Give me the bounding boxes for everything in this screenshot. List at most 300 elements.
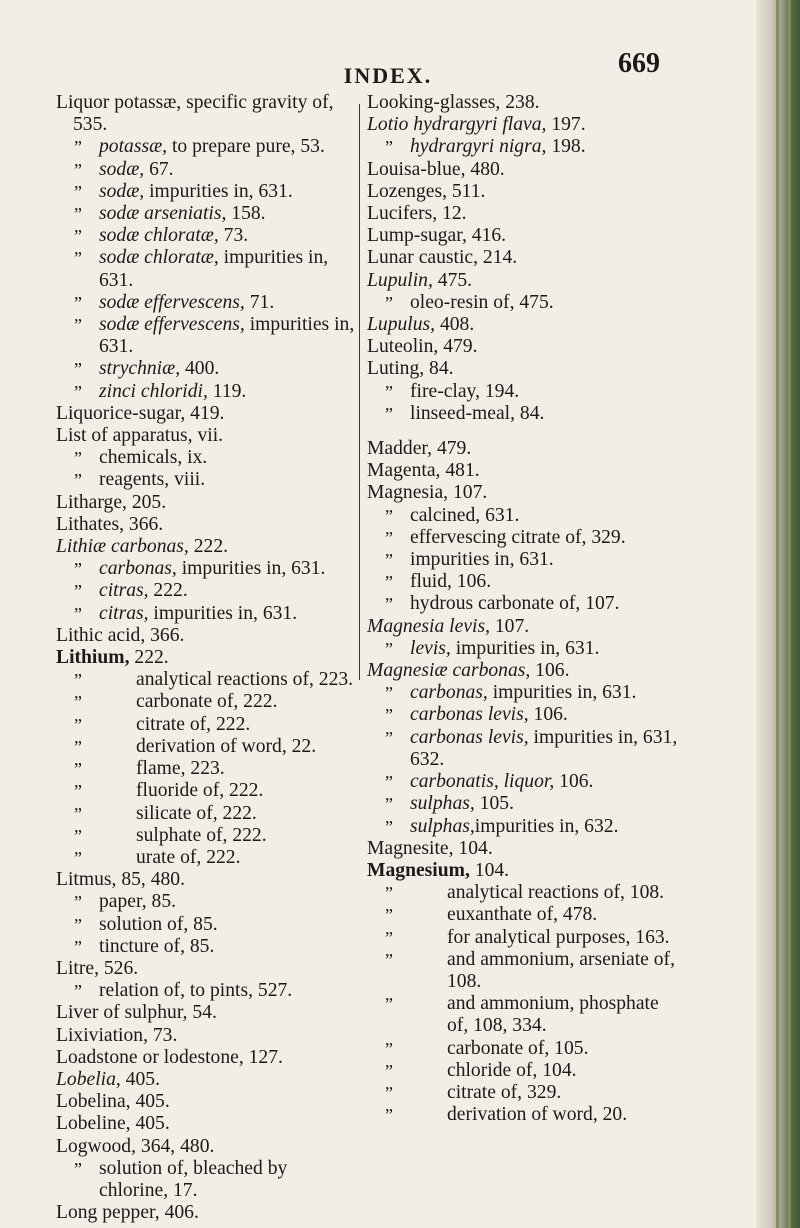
index-entry: [56, 1025, 356, 1047]
index-entry: [56, 869, 356, 891]
entry-headword: carbonate: [136, 691, 213, 713]
entry-headword: sodæ arseniatis,: [99, 203, 227, 225]
entry-references: 106.: [528, 704, 568, 726]
entry-headword: fluoride: [136, 780, 199, 802]
ditto-mark: ”: [74, 359, 82, 380]
entry-references: 479.: [432, 438, 472, 460]
index-entry: [367, 660, 679, 682]
index-entry: [56, 1047, 356, 1069]
entry-headword: Magnesiæ carbonas,: [367, 660, 531, 682]
entry-references: 419.: [185, 402, 225, 424]
entry-references: 194.: [479, 380, 520, 402]
entry-headword: reagents,: [99, 469, 170, 491]
index-column-right: [367, 92, 679, 1126]
entry-headword: and: [447, 948, 476, 970]
index-subentry: [367, 1082, 679, 1104]
entry-headword: analytical: [136, 669, 213, 691]
index-entry: [56, 1002, 356, 1024]
index-subentry: [56, 603, 356, 625]
entry-references: reactions of, 223.: [212, 669, 354, 691]
ditto-mark: ”: [74, 292, 82, 313]
entry-headword: effervescing: [410, 526, 507, 548]
ditto-mark: ”: [385, 1060, 393, 1081]
entry-references: caustic, 214.: [413, 247, 518, 269]
ditto-mark: ”: [74, 603, 82, 624]
index-subentry: [367, 593, 679, 615]
index-entry: [367, 460, 679, 482]
index-entry: [56, 1069, 356, 1091]
entry-headword: sodæ,: [99, 180, 145, 202]
index-subentry: [367, 1060, 679, 1082]
index-subentry: [367, 882, 679, 904]
entry-references: of, 104.: [511, 1059, 577, 1081]
index-entry: [56, 1113, 356, 1135]
entry-headword: solution: [99, 913, 163, 935]
ditto-mark: ”: [74, 692, 82, 713]
page-number: 669: [618, 48, 660, 79]
entry-headword: Lozenges,: [367, 180, 447, 202]
ditto-mark: ”: [385, 137, 393, 158]
index-entry: [56, 536, 356, 558]
ditto-mark: ”: [74, 981, 82, 1002]
index-subentry: [56, 314, 356, 358]
entry-references: citrate of, 329.: [506, 526, 626, 548]
entry-references: impurities in, 631.: [99, 247, 329, 291]
entry-headword: sulphas,: [410, 815, 475, 837]
ditto-mark: ”: [385, 403, 393, 424]
entry-headword: urate: [136, 846, 176, 868]
entry-references: acid, 366.: [102, 624, 185, 646]
entry-headword: Magnesium,: [367, 859, 470, 881]
entry-references: impurities in, 631.: [144, 180, 293, 202]
entry-references: carbonate of, 107.: [473, 593, 620, 615]
index-entry: [367, 616, 679, 638]
entry-headword: chloride: [447, 1059, 512, 1081]
entry-headword: citras,: [99, 580, 149, 602]
entry-references: of, 222.: [191, 802, 257, 824]
index-subentry: [367, 381, 679, 403]
entry-headword: Looking-glasses,: [367, 92, 501, 113]
index-entry: [56, 425, 356, 447]
entry-references: impurities in, 631.: [176, 558, 326, 580]
entry-references: 84.: [424, 358, 454, 380]
entry-headword: derivation: [447, 1104, 527, 1126]
entry-references: 408.: [435, 314, 475, 336]
index-subentry: [367, 727, 679, 771]
index-subentry: [56, 381, 356, 403]
index-column-left: [56, 92, 356, 1224]
entry-headword: List: [56, 425, 87, 447]
entry-references: 364, 480.: [136, 1135, 215, 1157]
index-subentry: [367, 993, 679, 1037]
entry-references: of, 85.: [158, 935, 215, 957]
ditto-mark: ”: [74, 181, 82, 202]
entry-headword: sodæ effervescens,: [99, 291, 245, 313]
entry-headword: carbonatis, liquor,: [410, 771, 555, 793]
entry-references: impurities in, 631.: [450, 637, 600, 659]
entry-references: 526.: [98, 957, 139, 979]
index-entry: [56, 625, 356, 647]
entry-references: ix.: [182, 447, 208, 469]
entry-headword: Magenta,: [367, 460, 441, 482]
index-subentry: [367, 816, 679, 838]
entry-references: 73.: [147, 1024, 178, 1046]
ditto-mark: ”: [74, 803, 82, 824]
entry-headword: sodæ chloratæ,: [99, 247, 219, 269]
entry-references: 480.: [465, 158, 505, 180]
ditto-mark: ”: [385, 905, 393, 926]
entry-references: 405.: [130, 1091, 170, 1113]
ditto-mark: ”: [385, 927, 393, 948]
entry-references: of, 475.: [488, 291, 554, 313]
index-subentry: [367, 549, 679, 571]
index-subentry: [56, 358, 356, 380]
index-entry: [56, 1136, 356, 1158]
entry-references: 85, 480.: [116, 869, 185, 891]
index-subentry: [56, 736, 356, 758]
entry-headword: Litmus,: [56, 869, 117, 891]
entry-headword: flame,: [136, 758, 186, 780]
entry-references: pepper, 406.: [97, 1202, 199, 1224]
ditto-mark: ”: [385, 794, 393, 815]
index-entry: [56, 958, 356, 980]
page-edge-shadow: [756, 0, 800, 1228]
column-divider: [359, 104, 360, 680]
index-entry: [56, 92, 356, 136]
index-entry: [367, 159, 679, 181]
index-subentry: [56, 247, 356, 291]
ditto-mark: ”: [74, 892, 82, 913]
entry-headword: Madder,: [367, 438, 433, 460]
index-subentry: [367, 927, 679, 949]
entry-headword: carbonas levis,: [410, 726, 529, 748]
entry-headword: Lump-sugar,: [367, 225, 467, 247]
index-subentry: [367, 292, 679, 314]
entry-headword: Magnesite,: [367, 837, 454, 859]
ditto-mark: ”: [385, 527, 393, 548]
entry-references: in, 631.: [489, 549, 554, 571]
entry-headword: Lithates,: [56, 513, 125, 535]
ditto-mark: ”: [385, 638, 393, 659]
entry-headword: tincture: [99, 935, 159, 957]
entry-references: 73.: [218, 225, 249, 247]
entry-headword: oleo-resin: [410, 291, 489, 313]
index-entry: [367, 314, 679, 336]
index-subentry: [56, 914, 356, 936]
entry-references: impurities in, 631.: [99, 314, 355, 358]
entry-references: to prepare pure, 53.: [167, 136, 325, 158]
ditto-mark: ”: [385, 594, 393, 615]
entry-headword: calcined,: [410, 504, 481, 526]
entry-headword: citrate: [447, 1081, 496, 1103]
entry-references: of, 222.: [175, 846, 241, 868]
entry-references: 104.: [469, 859, 510, 881]
ditto-mark: ”: [385, 1082, 393, 1103]
index-subentry: [56, 825, 356, 847]
index-subentry: [367, 638, 679, 660]
ditto-mark: ”: [74, 736, 82, 757]
entry-headword: hydrargyri nigra,: [410, 136, 547, 158]
index-entry: [367, 203, 679, 225]
index-subentry: [56, 714, 356, 736]
index-subentry: [56, 1158, 356, 1202]
entry-headword: potassæ,: [99, 136, 168, 158]
entry-headword: Lixiviation,: [56, 1024, 148, 1046]
entry-references: of apparatus, vii.: [86, 425, 224, 447]
index-subentry: [367, 949, 679, 993]
ditto-mark: ”: [74, 847, 82, 868]
index-subentry: [367, 403, 679, 425]
entry-headword: Lobelina,: [56, 1091, 131, 1113]
entry-references: ammonium, arseniate of, 108.: [447, 948, 675, 992]
ditto-mark: ”: [74, 470, 82, 491]
index-entry: [56, 514, 356, 536]
entry-references: potassæ, specific gravity of, 535.: [73, 92, 334, 136]
entry-references: of, 329.: [495, 1081, 562, 1103]
ditto-mark: ”: [74, 559, 82, 580]
entry-headword: strychniæ,: [99, 358, 181, 380]
entry-references: of, 222.: [201, 824, 267, 846]
entry-headword: Lotio hydrargyri flava,: [367, 114, 547, 136]
entry-references: 416.: [466, 225, 507, 247]
index-entry: [56, 1202, 356, 1224]
ditto-mark: ”: [385, 772, 393, 793]
ditto-mark: ”: [74, 759, 82, 780]
entry-headword: carbonate: [447, 1037, 524, 1059]
ditto-mark: ”: [385, 1038, 393, 1059]
entry-references: 71.: [244, 291, 275, 313]
running-head: INDEX.: [343, 63, 433, 88]
index-subentry: [367, 505, 679, 527]
ditto-mark: ”: [74, 248, 82, 269]
index-entry: [367, 181, 679, 203]
entry-references: impurities in, 631.: [148, 602, 298, 624]
entry-references: of, 222.: [212, 691, 278, 713]
entry-references: 106.: [530, 660, 570, 682]
index-entry: [367, 336, 679, 358]
index-entry: [367, 247, 679, 269]
entry-references: 107.: [489, 615, 530, 637]
entry-references: 479.: [438, 336, 478, 358]
entry-references: 405.: [130, 1113, 170, 1135]
entry-headword: linseed-meal,: [410, 402, 516, 424]
index-entry: [367, 838, 679, 860]
entry-headword: Lobeline,: [56, 1113, 131, 1135]
entry-headword: fluid,: [410, 571, 452, 593]
index-subentry: [56, 691, 356, 713]
entry-references: impurities in, 631, 632.: [410, 726, 678, 770]
entry-headword: citras,: [99, 602, 149, 624]
index-entry: [367, 860, 679, 882]
entry-references: 223.: [185, 758, 225, 780]
index-subentry: [56, 136, 356, 158]
index-subentry: [56, 758, 356, 780]
entry-headword: derivation: [136, 735, 216, 757]
entry-references: of sulphur, 54.: [98, 1002, 217, 1024]
entry-references: 67.: [144, 158, 174, 180]
ditto-mark: ”: [385, 1105, 393, 1126]
ditto-mark: ”: [74, 381, 82, 402]
ditto-mark: ”: [385, 550, 393, 571]
entry-headword: fire-clay,: [410, 380, 480, 402]
entry-references: 106.: [554, 771, 594, 793]
ditto-mark: ”: [74, 315, 82, 336]
entry-headword: impurities: [410, 549, 490, 571]
entry-references: of, 222.: [184, 713, 251, 735]
entry-references: 238.: [500, 92, 540, 113]
ditto-mark: ”: [74, 670, 82, 691]
index-subentry: [56, 225, 356, 247]
ditto-mark: ”: [74, 714, 82, 735]
entry-headword: Lupulus,: [367, 314, 436, 336]
index-entry: [367, 270, 679, 292]
index-entry: [367, 114, 679, 136]
entry-references: 481.: [440, 460, 480, 482]
entry-headword: euxanthate: [447, 904, 532, 926]
entry-references: of, to pints, 527.: [158, 980, 293, 1002]
index-entry: [56, 403, 356, 425]
entry-headword: Lobelia,: [56, 1068, 121, 1090]
entry-headword: zinci chloridi,: [99, 380, 208, 402]
ditto-mark: ”: [74, 914, 82, 935]
index-subentry: [56, 847, 356, 869]
index-entry: [367, 225, 679, 247]
entry-headword: Magnesia levis,: [367, 615, 490, 637]
entry-references: analytical purposes, 163.: [469, 926, 670, 948]
index-subentry: [56, 558, 356, 580]
index-entry: [56, 1091, 356, 1113]
entry-headword: silicate: [136, 802, 192, 824]
ditto-mark: ”: [74, 448, 82, 469]
entry-references: 366.: [124, 513, 164, 535]
ditto-mark: ”: [385, 683, 393, 704]
entry-headword: Lunar: [367, 247, 414, 269]
index-entry: [367, 482, 679, 504]
ditto-mark: ”: [74, 159, 82, 180]
index-entry: [56, 492, 356, 514]
ditto-mark: ”: [385, 727, 393, 748]
edge-stripe: [776, 0, 779, 1228]
index-entry: [367, 358, 679, 380]
ditto-mark: ”: [74, 581, 82, 602]
index-subentry: [56, 469, 356, 491]
entry-references: 222.: [188, 536, 229, 558]
index-subentry: [56, 780, 356, 802]
index-subentry: [56, 292, 356, 314]
index-subentry: [56, 203, 356, 225]
index-subentry: [367, 682, 679, 704]
entry-references: 158.: [226, 203, 266, 225]
entry-references: 222.: [148, 580, 188, 602]
index-subentry: [367, 904, 679, 926]
ditto-mark: ”: [385, 816, 393, 837]
entry-references: 400.: [180, 358, 220, 380]
entry-references: of, 478.: [531, 904, 598, 926]
index-subentry: [367, 771, 679, 793]
index-entry: [367, 438, 679, 460]
entry-headword: for: [447, 926, 470, 948]
ditto-mark: ”: [385, 949, 393, 970]
index-subentry: [56, 980, 356, 1002]
entry-references: impurities in, 631.: [487, 682, 637, 704]
index-subentry: [367, 527, 679, 549]
entry-headword: Litre,: [56, 957, 99, 979]
entry-headword: Luteolin,: [367, 336, 439, 358]
entry-headword: sulphas,: [410, 793, 475, 815]
entry-headword: levis,: [410, 637, 451, 659]
entry-references: 106.: [451, 571, 492, 593]
index-subentry: [56, 936, 356, 958]
index-subentry: [367, 571, 679, 593]
entry-references: 631.: [480, 504, 520, 526]
entry-headword: sodæ chloratæ,: [99, 225, 219, 247]
entry-references: 405.: [120, 1068, 160, 1090]
entry-references: 105.: [474, 793, 514, 815]
entry-headword: Magnesia,: [367, 482, 449, 504]
entry-headword: Louisa-blue,: [367, 158, 466, 180]
entry-references: of, 105.: [523, 1037, 589, 1059]
entry-references: 511.: [446, 180, 486, 202]
entry-references: reactions of, 108.: [523, 882, 665, 904]
index-subentry: [56, 580, 356, 602]
entry-headword: relation: [99, 980, 159, 1002]
ditto-mark: ”: [74, 936, 82, 957]
index-entry: [56, 647, 356, 669]
index-subentry: [367, 136, 679, 158]
entry-headword: Liquor: [56, 92, 110, 113]
index-subentry: [56, 159, 356, 181]
entry-references: ammonium, phosphate of, 108, 334.: [447, 993, 659, 1037]
entry-headword: Lithic: [56, 624, 103, 646]
index-subentry: [367, 1038, 679, 1060]
entry-headword: Lithiæ carbonas,: [56, 536, 189, 558]
entry-references: 198.: [546, 136, 586, 158]
entry-headword: and: [447, 993, 476, 1015]
entry-references: 475.: [432, 269, 473, 291]
entry-references: of, 85.: [162, 913, 218, 935]
entry-headword: solution: [99, 1157, 163, 1179]
index-subentry: [56, 803, 356, 825]
ditto-mark: ”: [74, 137, 82, 158]
entry-references: impurities in, 632.: [474, 815, 619, 837]
entry-references: 84.: [515, 402, 545, 424]
entry-references: 119.: [207, 380, 247, 402]
entry-references: of word, 22.: [215, 735, 317, 757]
ditto-mark: ”: [74, 1158, 82, 1179]
edge-stripe: [788, 0, 791, 1228]
entry-headword: Litharge,: [56, 491, 127, 513]
entry-headword: Luting,: [367, 358, 425, 380]
entry-headword: carbonas,: [99, 558, 177, 580]
ditto-mark: ”: [385, 505, 393, 526]
ditto-mark: ”: [385, 994, 393, 1015]
entry-references: 85.: [146, 891, 177, 913]
index-subentry: [367, 704, 679, 726]
entry-headword: Liver: [56, 1002, 99, 1024]
entry-references: or lodestone, 127.: [137, 1046, 283, 1068]
ditto-mark: ”: [74, 226, 82, 247]
entry-references: 205.: [126, 491, 167, 513]
index-subentry: [56, 447, 356, 469]
ditto-mark: ”: [74, 781, 82, 802]
ditto-mark: ”: [385, 705, 393, 726]
ditto-mark: ”: [385, 883, 393, 904]
entry-headword: carbonas,: [410, 682, 488, 704]
entry-references: 197.: [546, 114, 586, 136]
entry-headword: citrate: [136, 713, 185, 735]
index-subentry: [367, 1104, 679, 1126]
entry-headword: Long: [56, 1202, 98, 1224]
